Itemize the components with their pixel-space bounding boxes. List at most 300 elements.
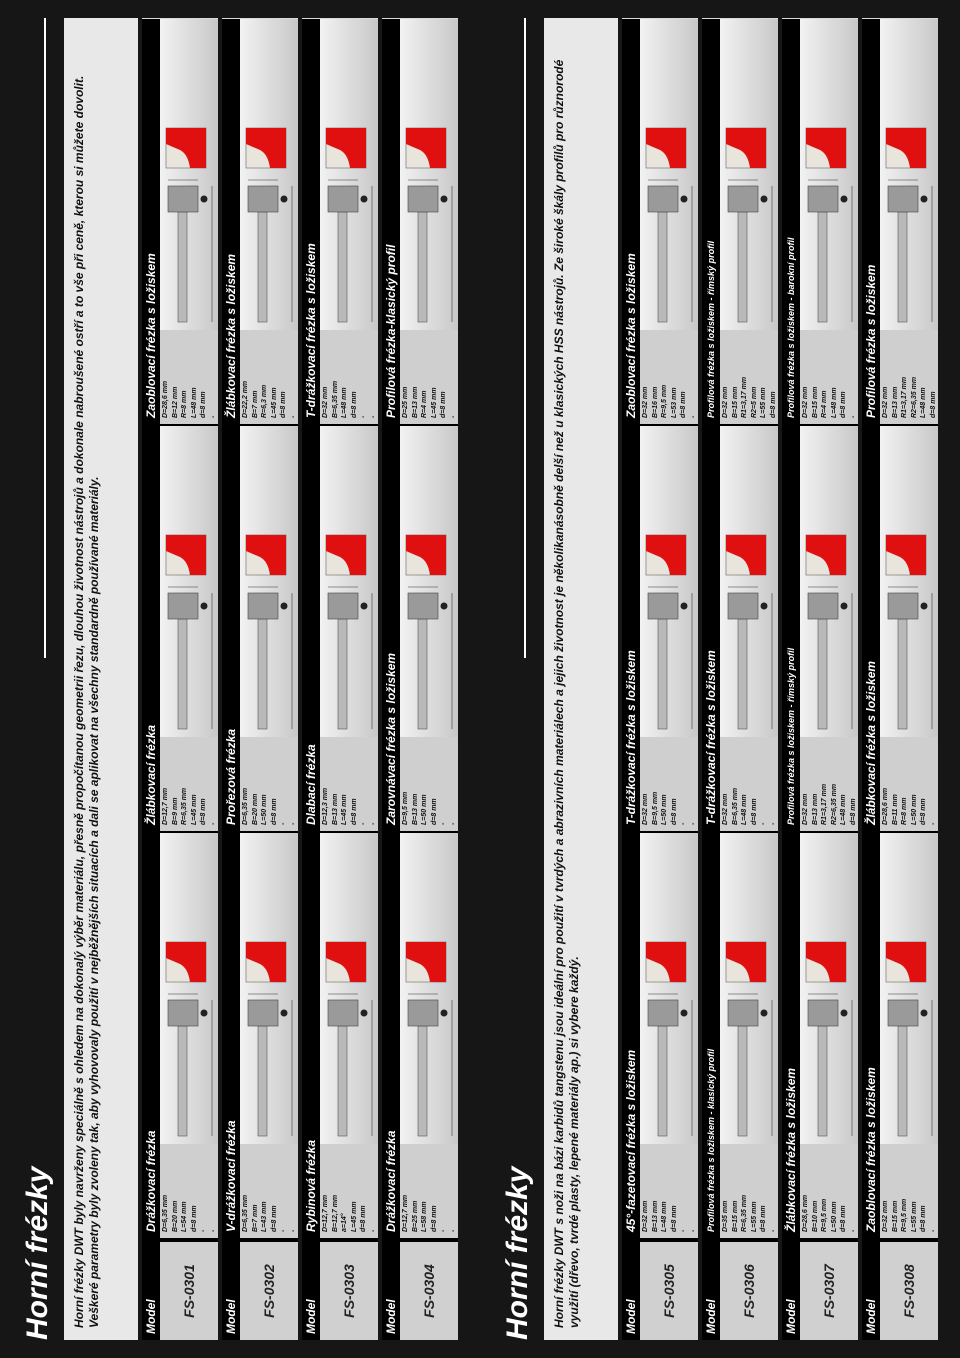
cutter: [168, 186, 198, 212]
spec-value: -: [360, 415, 368, 418]
tool-cell: [862, 833, 938, 1240]
shank: [738, 1026, 747, 1136]
slot-cutter-bit-icon-drawing: [720, 426, 778, 737]
spec-value: -: [449, 1229, 457, 1232]
cutter: [648, 593, 678, 619]
spec-value: -: [209, 822, 217, 825]
bearing: [201, 1010, 208, 1017]
model-code: FS-0306: [741, 1264, 757, 1318]
tool-specs: [160, 1144, 218, 1238]
spec-value: R1=3,17 mm: [821, 783, 829, 825]
model-row: [702, 18, 778, 1340]
classic-profile-bit-icon-drawing: [720, 833, 778, 1144]
shank: [258, 1026, 267, 1136]
tool-cell: [222, 426, 298, 833]
spec-value: -: [929, 1229, 937, 1232]
spec-value: D=12,7 mm: [402, 1194, 409, 1232]
tool-name: Drážkovací frézka: [142, 833, 160, 1238]
bearing: [281, 1010, 288, 1017]
roundover-bit-icon: [160, 19, 218, 330]
tool-name: Žlábkovací frézka s ložiskem: [782, 833, 800, 1238]
spec-value: -: [289, 822, 297, 825]
spec-value: L=50 mm: [421, 794, 429, 825]
shank: [818, 1026, 827, 1136]
slot-cutter-bit-icon: [640, 426, 698, 737]
tool-name: T-drážkovací frézka s ložiskem: [702, 426, 720, 831]
model-row: [782, 18, 858, 1340]
tool-cell: [862, 426, 938, 833]
tool-cell: [382, 426, 458, 833]
flush-trim-bit-icon: [400, 426, 458, 737]
roman-ogee-bit-icon: [720, 19, 778, 330]
spec-value: -: [769, 822, 777, 825]
spec-value: d=8 mm: [430, 798, 438, 825]
tool-cell: [622, 19, 698, 426]
model-code: FS-0305: [661, 1264, 677, 1318]
spec-value: B=16 mm: [651, 386, 659, 418]
spec-value: -: [689, 415, 697, 418]
shank: [178, 1026, 187, 1136]
tool-cell: [622, 833, 698, 1240]
tool-specs: [400, 1144, 458, 1238]
spec-value: L=55 mm: [910, 1201, 918, 1232]
tool-specs: [800, 330, 858, 424]
core-box-bit-icon: [160, 426, 218, 737]
tool-specs: [400, 330, 458, 424]
tool-name: Drážkovací frézka: [382, 833, 400, 1238]
v-groove-bit-icon: [240, 833, 298, 1144]
spec-value: L=48 mm: [840, 794, 848, 825]
spec-value: R=8 mm: [901, 797, 909, 825]
spec-value: B=9 mm: [171, 797, 179, 825]
spec-value: -: [200, 1229, 208, 1232]
spec-value: R=9,5 mm: [661, 384, 669, 418]
tool-cell: [862, 19, 938, 426]
ogee-profile-bit-icon: [880, 19, 938, 330]
tool-specs: [720, 330, 778, 424]
spec-value: D=32 mm: [642, 793, 649, 825]
model-code: FS-0307: [821, 1264, 837, 1318]
tool-name: Profilová frézka-klasický profil: [382, 19, 400, 424]
cutter: [728, 186, 758, 212]
tool-name: T-drážkovací frézka s ložiskem: [622, 426, 640, 831]
spec-value: D=6,35 mm: [242, 787, 249, 825]
roman-ogee-bit-icon-drawing: [720, 19, 778, 330]
spec-value: d=8 mm: [440, 391, 448, 418]
cove-bit-icon: [240, 19, 298, 330]
spec-value: L=55 mm: [760, 387, 768, 418]
page-title: [498, 18, 538, 1340]
spec-value: d=8 mm: [200, 391, 208, 418]
bearing: [441, 603, 448, 610]
bearing: [361, 196, 368, 203]
cutter: [408, 1000, 438, 1026]
spec-value: B=15 mm: [811, 386, 819, 418]
model-row: [622, 18, 698, 1340]
spec-value: R1=3,17 mm: [741, 376, 749, 418]
tool-specs: [240, 737, 298, 831]
spec-value: d=8 mm: [929, 391, 937, 418]
model-code: FS-0308: [901, 1264, 917, 1318]
spec-value: d=8 mm: [350, 391, 358, 418]
spec-value: L=48 mm: [190, 387, 198, 418]
model-cell: [142, 1240, 218, 1340]
spec-value: L=53 mm: [670, 387, 678, 418]
cutter: [808, 1000, 838, 1026]
tool-specs: [880, 1144, 938, 1238]
cutter: [248, 593, 278, 619]
model-cell: [222, 1240, 298, 1340]
model-header: Model: [302, 1242, 320, 1340]
spec-value: -: [760, 822, 768, 825]
spec-value: d=8 mm: [670, 1205, 678, 1232]
tool-cell: [782, 833, 858, 1240]
spec-value: D=32 mm: [642, 1200, 649, 1232]
spec-value: -: [440, 1229, 448, 1232]
spec-value: L=45 mm: [270, 387, 278, 418]
spec-value: d=8 mm: [920, 798, 928, 825]
spec-value: d=8 mm: [350, 798, 358, 825]
roman-ogee-bit-icon-drawing: [800, 426, 858, 737]
spec-value: D=32 mm: [642, 386, 649, 418]
spec-value: D=32 mm: [802, 793, 809, 825]
straight-bit-icon: [400, 833, 458, 1144]
tool-name: 45°-fazetovací frézka s ložiskem: [622, 833, 640, 1238]
model-row: [382, 18, 458, 1340]
spec-value: -: [369, 822, 377, 825]
spec-value: B=15 mm: [891, 1200, 899, 1232]
roundover-bit-icon-drawing: [640, 19, 698, 330]
spec-value: D=22,2 mm: [242, 380, 249, 418]
bearing: [281, 603, 288, 610]
shank: [658, 1026, 667, 1136]
spec-value: d=8 mm: [270, 798, 278, 825]
bearing: [281, 196, 288, 203]
spec-value: a=14°: [341, 1213, 349, 1232]
shank: [818, 619, 827, 729]
roundover-bit-icon: [640, 19, 698, 330]
spec-value: B=13 mm: [811, 793, 819, 825]
model-cell: [382, 1240, 458, 1340]
bearing: [841, 196, 848, 203]
shank: [658, 212, 667, 322]
spec-value: L=50 mm: [661, 794, 669, 825]
model-header: Model: [222, 1242, 240, 1340]
shank: [898, 1026, 907, 1136]
straight-bit-icon-drawing: [400, 833, 458, 1144]
spec-value: D=28,6 mm: [162, 380, 169, 418]
spec-value: B=25 mm: [411, 1200, 419, 1232]
intro-text: Horní frézky DWT s noži na bázi karbidů tangstenu jsou ideální pro použití v tvrdých a abrazivních materiálech a jejich životnost je několikanásobně delší než u klasických HSS nástrojů. Ze široké škály profilů pro různorodé využití (dřevo, tvrdé plasty, lepené materiály ap.) si vybere každý.: [544, 18, 618, 1340]
classic-profile-bit-icon-drawing: [400, 19, 458, 330]
spec-value: d=8 mm: [840, 391, 848, 418]
tool-cell: [382, 19, 458, 426]
mortise-bit-icon: [320, 426, 378, 737]
spec-value: d=8 mm: [430, 1205, 438, 1232]
spec-value: -: [440, 822, 448, 825]
spec-value: d=8 mm: [190, 1205, 198, 1232]
spec-value: -: [929, 822, 937, 825]
spec-value: L=48 mm: [661, 1201, 669, 1232]
tool-specs: [160, 330, 218, 424]
tool-name: Žlábkovací frézka: [142, 426, 160, 831]
bearing: [761, 196, 768, 203]
spec-value: D=32 mm: [802, 386, 809, 418]
spec-value: D=35 mm: [722, 1200, 729, 1232]
spec-value: -: [369, 1229, 377, 1232]
model-cell: [862, 1240, 938, 1340]
cutter: [728, 1000, 758, 1026]
shank: [418, 1026, 427, 1136]
bearing: [201, 603, 208, 610]
spec-value: B=13 mm: [891, 386, 899, 418]
cutter: [168, 593, 198, 619]
spec-value: -: [289, 415, 297, 418]
spec-value: d=8 mm: [760, 1205, 768, 1232]
spec-value: L=54 mm: [181, 1201, 189, 1232]
spec-value: -: [680, 1229, 688, 1232]
model-header: Model: [862, 1242, 880, 1340]
spec-value: R1=3,17 mm: [901, 376, 909, 418]
spec-value: L=50 mm: [261, 794, 269, 825]
bearing: [921, 1010, 928, 1017]
spec-value: -: [280, 822, 288, 825]
spec-value: B=13 mm: [651, 1200, 659, 1232]
tool-cell: [222, 19, 298, 426]
title-rule: [44, 18, 46, 658]
bearing: [441, 196, 448, 203]
spec-value: B=6,35 mm: [331, 380, 339, 418]
spec-value: D=12,7 mm: [322, 1194, 329, 1232]
spec-value: L=48 mm: [741, 794, 749, 825]
spec-value: R=9,5 mm: [901, 1198, 909, 1232]
spec-value: L=45 mm: [190, 794, 198, 825]
spec-value: R=6,3 mm: [261, 384, 269, 418]
spec-value: B=7 mm: [251, 390, 259, 418]
classic-profile-bit-icon: [720, 833, 778, 1144]
model-header: Model: [782, 1242, 800, 1340]
tool-specs: [720, 737, 778, 831]
spec-value: R2=6,35 mm: [830, 783, 838, 825]
spec-value: R2=5 mm: [750, 386, 758, 418]
spec-value: B=13 mm: [411, 793, 419, 825]
model-cell: [782, 1240, 858, 1340]
spec-value: -: [280, 1229, 288, 1232]
spec-value: d=8 mm: [769, 391, 777, 418]
spec-value: L=45 mm: [350, 1201, 358, 1232]
tool-specs: [240, 1144, 298, 1238]
model-header: Model: [622, 1242, 640, 1340]
spec-value: D=6,35 mm: [162, 1194, 169, 1232]
shank: [338, 1026, 347, 1136]
spec-value: -: [289, 1229, 297, 1232]
catalog-page-right: [480, 0, 960, 1358]
spec-value: L=48 mm: [920, 387, 928, 418]
model-code: FS-0304: [421, 1264, 437, 1318]
cove-bit-icon-drawing: [880, 426, 938, 737]
baroque-profile-bit-icon-drawing: [800, 19, 858, 330]
tool-name: V-drážkovací frézka: [222, 833, 240, 1238]
spec-value: D=12,3 mm: [322, 787, 329, 825]
cutter: [888, 593, 918, 619]
model-code: FS-0302: [261, 1264, 277, 1318]
page-title-text: Horní frézky: [21, 1166, 54, 1340]
spec-value: D=6,35 mm: [242, 1194, 249, 1232]
spec-value: L=45 mm: [341, 794, 349, 825]
core-box-bit-icon-drawing: [160, 426, 218, 737]
panel-pilot-bit-icon: [240, 426, 298, 737]
ogee-profile-bit-icon-drawing: [880, 19, 938, 330]
cutter: [408, 186, 438, 212]
bearing: [841, 603, 848, 610]
cutter: [248, 186, 278, 212]
bearing: [361, 1010, 368, 1017]
roundover-bit-icon: [880, 833, 938, 1144]
spec-value: R=6,35 mm: [181, 787, 189, 825]
spec-value: B=15 mm: [731, 386, 739, 418]
tool-specs: [800, 1144, 858, 1238]
spec-value: D=32 mm: [882, 1200, 889, 1232]
slot-cutter-bit-icon-drawing: [320, 19, 378, 330]
tool-specs: [640, 1144, 698, 1238]
spec-value: -: [360, 822, 368, 825]
tool-cell: [302, 833, 378, 1240]
tool-name: Zaoblovací frézka s ložiskem: [862, 833, 880, 1238]
model-row: [222, 18, 298, 1340]
spec-value: R=9,5 mm: [821, 1198, 829, 1232]
cutter: [648, 1000, 678, 1026]
model-row: [862, 18, 938, 1340]
tool-specs: [320, 1144, 378, 1238]
model-header: Model: [702, 1242, 720, 1340]
cove-bit-icon: [800, 833, 858, 1144]
chamfer-bit-icon: [640, 833, 698, 1144]
spec-value: D=32 mm: [882, 386, 889, 418]
spec-value: D=9,5 mm: [402, 791, 409, 825]
spec-value: R=6,35 mm: [741, 1194, 749, 1232]
tool-specs: [240, 330, 298, 424]
spec-value: D=28,6 mm: [882, 787, 889, 825]
bearing: [441, 1010, 448, 1017]
cove-bit-icon: [880, 426, 938, 737]
page-title-text: Horní frézky: [501, 1166, 534, 1340]
tool-cell: [702, 833, 778, 1240]
model-header: Model: [382, 1242, 400, 1340]
spec-value: -: [769, 1229, 777, 1232]
bearing: [761, 1010, 768, 1017]
tool-name: Rybinová frézka: [302, 833, 320, 1238]
spec-value: d=8 mm: [920, 1205, 928, 1232]
tool-name: Žlábkovací frézka s ložiskem: [862, 426, 880, 831]
mortise-bit-icon-drawing: [320, 426, 378, 737]
bearing: [201, 196, 208, 203]
model-row: [302, 18, 378, 1340]
spec-value: B=10 mm: [811, 1200, 819, 1232]
tool-name: Profilová frézka s ložiskem - římský profil: [702, 19, 720, 424]
tool-specs: [640, 330, 698, 424]
shank: [338, 619, 347, 729]
spec-value: d=8 mm: [270, 1205, 278, 1232]
spec-value: B=6,35 mm: [731, 787, 739, 825]
cove-bit-icon-drawing: [800, 833, 858, 1144]
shank: [738, 212, 747, 322]
shank: [738, 619, 747, 729]
spec-value: -: [449, 415, 457, 418]
spec-value: L=58 mm: [421, 1201, 429, 1232]
roman-ogee-bit-icon: [800, 426, 858, 737]
spec-value: d=8 mm: [360, 1205, 368, 1232]
shank: [658, 619, 667, 729]
tool-specs: [400, 737, 458, 831]
spec-value: D=32 mm: [722, 386, 729, 418]
tool-cell: [302, 19, 378, 426]
spec-value: -: [689, 1229, 697, 1232]
spec-value: D=28,6 mm: [802, 1194, 809, 1232]
slot-cutter-bit-icon: [320, 19, 378, 330]
spec-value: -: [449, 822, 457, 825]
spec-value: -: [849, 1229, 857, 1232]
tool-specs: [320, 330, 378, 424]
tool-name: Profilová frézka s ložiskem - klasický profil: [702, 833, 720, 1238]
spec-value: d=8 mm: [750, 798, 758, 825]
tool-cell: [142, 19, 218, 426]
straight-bit-icon: [160, 833, 218, 1144]
spec-value: B=7 mm: [251, 1204, 259, 1232]
panel-pilot-bit-icon-drawing: [240, 426, 298, 737]
spec-value: B=9,5 mm: [651, 791, 659, 825]
shank: [418, 212, 427, 322]
tool-cell: [142, 426, 218, 833]
spec-value: B=12,7 mm: [331, 1194, 339, 1232]
spec-value: -: [680, 822, 688, 825]
title-rule: [524, 18, 526, 658]
tool-cell: [702, 19, 778, 426]
bearing: [681, 1010, 688, 1017]
cutter: [728, 593, 758, 619]
spec-value: d=8 mm: [280, 391, 288, 418]
model-cell: [702, 1240, 778, 1340]
tool-name: Profilová frézka s ložiskem: [862, 19, 880, 424]
spec-value: D=25 mm: [402, 386, 409, 418]
tool-specs: [160, 737, 218, 831]
spec-value: R=8 mm: [181, 390, 189, 418]
tool-cell: [702, 426, 778, 833]
tool-cell: [622, 426, 698, 833]
straight-bit-icon-drawing: [160, 833, 218, 1144]
spec-value: B=20 mm: [251, 793, 259, 825]
spec-value: R2=6,35 mm: [910, 376, 918, 418]
tool-specs: [880, 330, 938, 424]
cutter: [328, 186, 358, 212]
cutter: [808, 593, 838, 619]
classic-profile-bit-icon: [400, 19, 458, 330]
shank: [258, 619, 267, 729]
intro-text: Horní frézky DWT byly navrženy speciálně s ohledem na dokonalý výběr materiálu, přesně propočítanou geometrii řezu, dlouhou životnost nástrojů a dokonale nabroušené ostří a to vše při ceně, kterou si můžete dovolit. Veškeré parametry byly zvoleny tak, aby vyhovovaly použití v nejběžnějších situacích a dali se aplikovat na všechny standardně používané materiály.: [64, 18, 138, 1340]
tool-cell: [782, 426, 858, 833]
shank: [818, 212, 827, 322]
spec-value: d=8 mm: [680, 391, 688, 418]
spec-value: -: [369, 415, 377, 418]
tool-name: Profilová frézka s ložiskem - barokní profil: [782, 19, 800, 424]
dovetail-bit-icon: [320, 833, 378, 1144]
roundover-bit-icon-drawing: [880, 833, 938, 1144]
flush-trim-bit-icon-drawing: [400, 426, 458, 737]
tool-name: Zarovnávací frézka s ložiskem: [382, 426, 400, 831]
tool-name: Prořezová frézka: [222, 426, 240, 831]
spec-value: L=48 mm: [830, 387, 838, 418]
tool-specs: [640, 737, 698, 831]
rotated-content: [480, 0, 960, 1358]
